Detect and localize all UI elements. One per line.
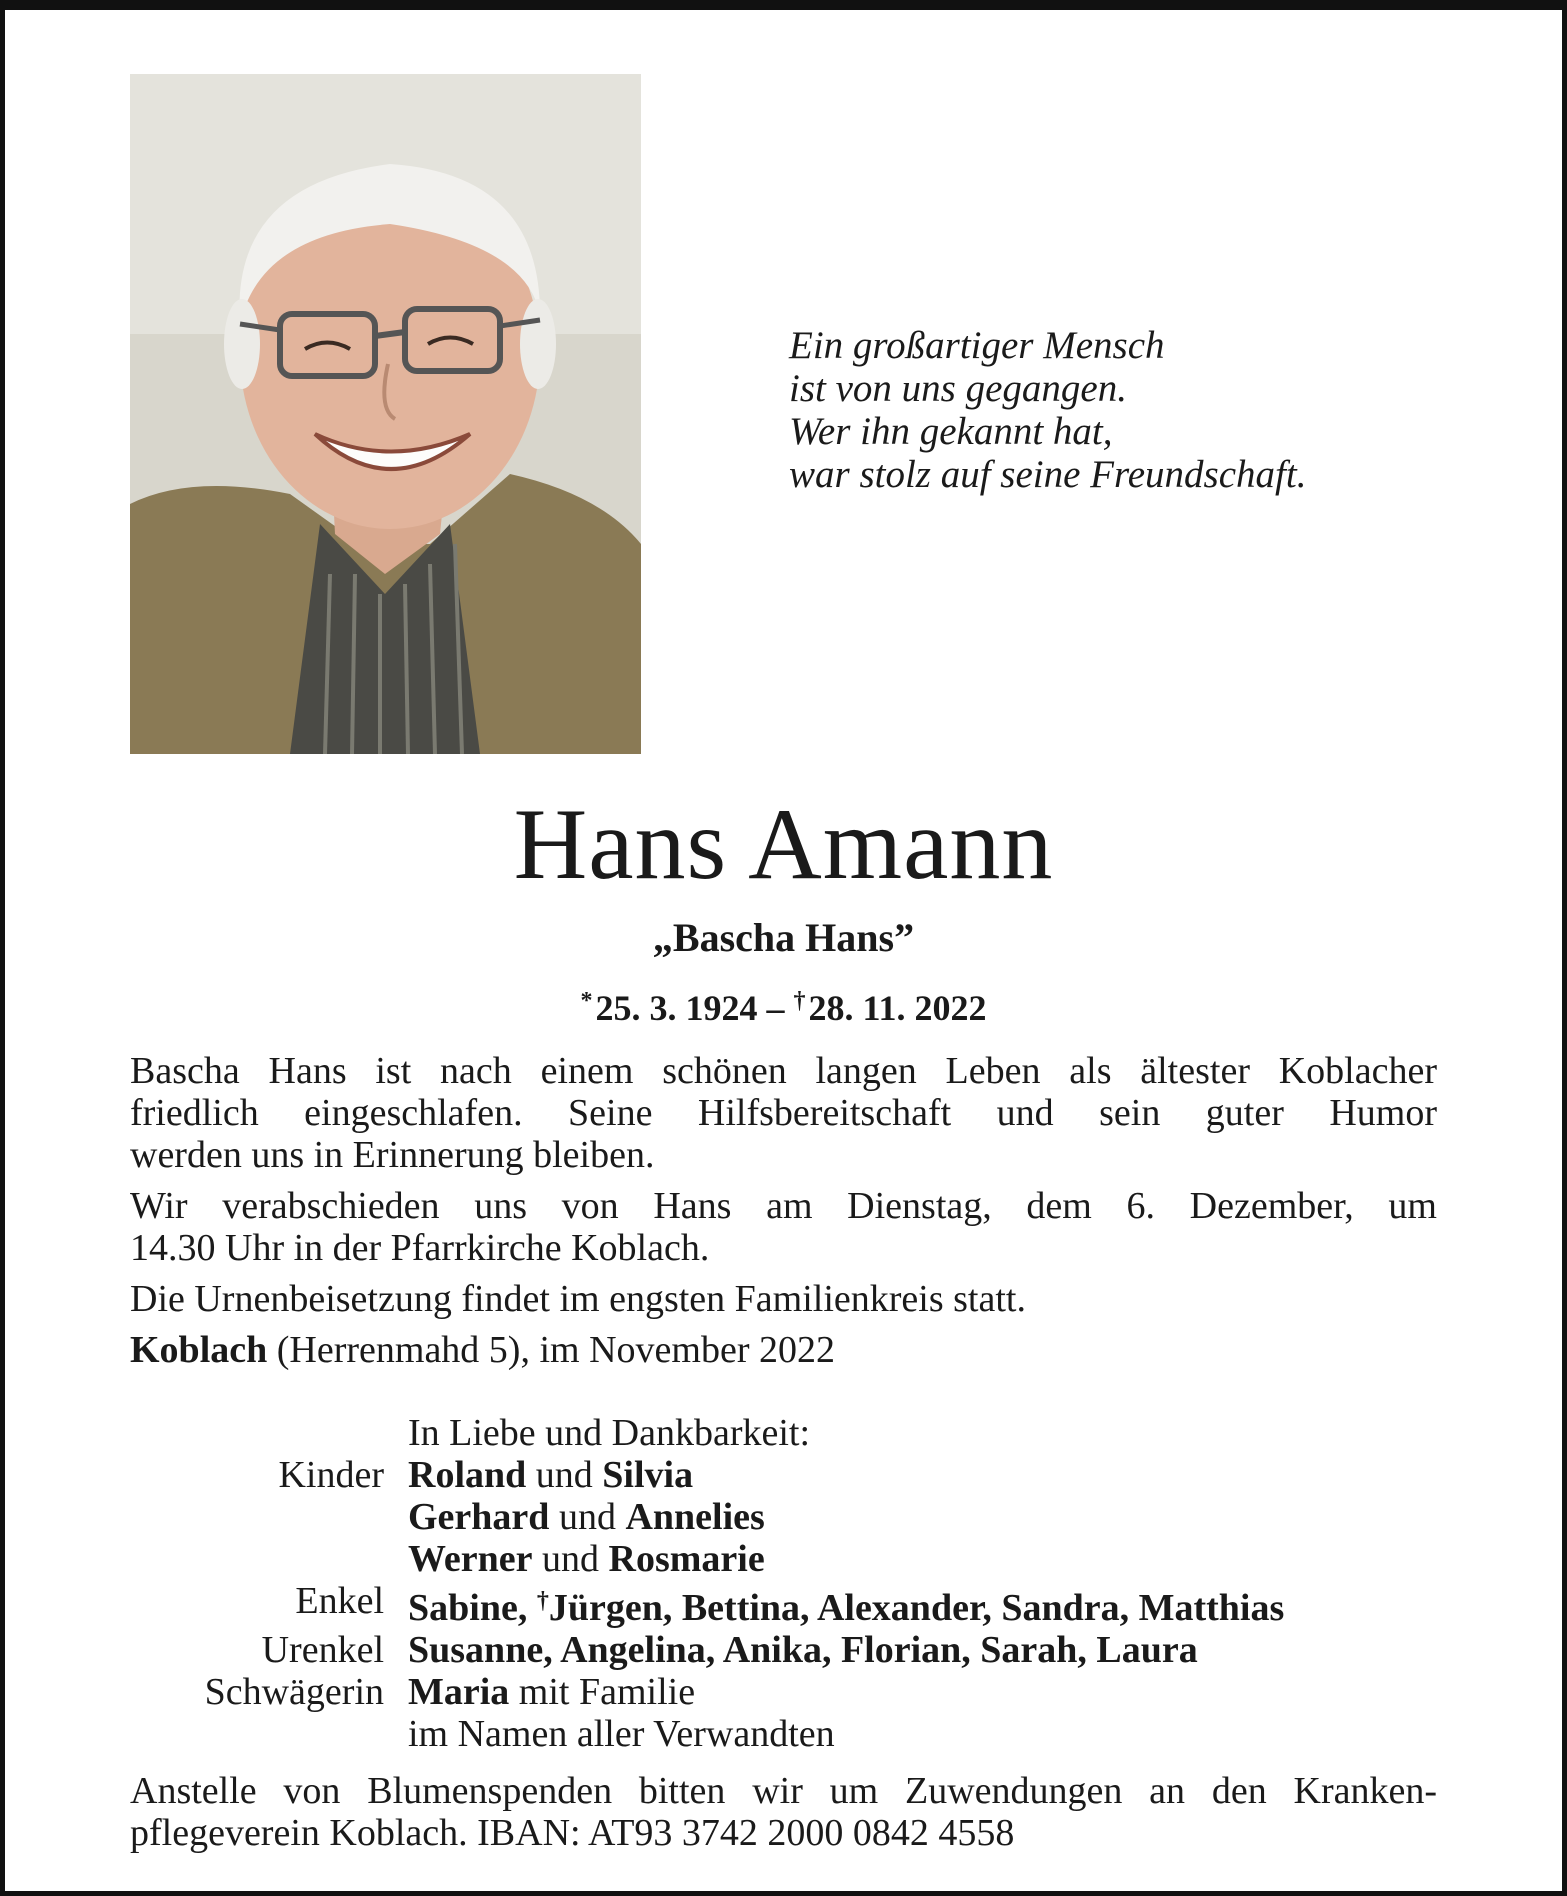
family-name: Werner (408, 1538, 533, 1580)
quote-line: ist von uns gegangen. (789, 367, 1127, 410)
text-line: Die Urnenbeisetzung findet im engsten Familienkreis statt. (130, 1278, 1026, 1320)
place-name: Koblach (130, 1329, 268, 1371)
death-symbol: † (793, 988, 806, 1014)
family-names: Jürgen, Bettina, Alexander, Sandra, Matthias (548, 1587, 1285, 1629)
text-line: pflegeverein Koblach. IBAN: AT93 3742 2000 0842 4558 (130, 1812, 1015, 1854)
quote-line: Ein großartiger Mensch (789, 324, 1165, 367)
deceased-name: Hans Amann (513, 788, 1054, 901)
family-row (130, 1454, 1437, 1496)
birth-symbol: * (580, 988, 593, 1014)
text-line: Bascha Hans ist nach einem schönen langen Leben als ältester Koblacher (130, 1050, 1437, 1092)
family-row (130, 1538, 1437, 1580)
announcement-text (130, 1050, 1437, 1371)
date-separator: – (766, 988, 785, 1028)
portrait-photo (130, 74, 641, 754)
relation-label: Enkel (295, 1580, 384, 1622)
relation-label: Kinder (278, 1454, 384, 1496)
conjunction: und (526, 1454, 603, 1496)
place-date-line (130, 1329, 1437, 1371)
text-line: Wir verabschieden uns von Hans am Dienstag, dem 6. Dezember, um (130, 1185, 1437, 1227)
text-line: werden uns in Erinnerung bleiben. (130, 1134, 655, 1176)
paragraph (130, 1185, 1437, 1269)
family-outro: im Namen aller Verwandten (408, 1713, 835, 1755)
family-row (130, 1671, 1437, 1713)
deceased-nickname: „Bascha Hans” (652, 915, 915, 960)
relation-label: Urenkel (261, 1629, 384, 1671)
address-date: (Herrenmahd 5), im November 2022 (267, 1329, 835, 1371)
family-row (130, 1580, 1437, 1629)
family-name: Rosmarie (608, 1538, 765, 1580)
conjunction: und (532, 1538, 609, 1580)
birth-date: 25. 3. 1924 (595, 988, 758, 1028)
relation-label: Schwägerin (204, 1671, 384, 1713)
family-row (130, 1496, 1437, 1538)
paragraph (130, 1278, 1437, 1320)
cross-symbol: † (536, 1588, 549, 1614)
family-names: Sabine, (408, 1587, 537, 1629)
donation-note (130, 1770, 1437, 1854)
family-intro: In Liebe und Dankbarkeit: (408, 1412, 811, 1454)
family-suffix: mit Familie (509, 1671, 696, 1713)
paragraph (130, 1050, 1437, 1176)
family-name: Roland (408, 1454, 527, 1496)
death-date: 28. 11. 2022 (808, 988, 987, 1028)
family-row (130, 1713, 1437, 1755)
text-line: 14.30 Uhr in der Pfarrkirche Koblach. (130, 1227, 710, 1269)
family-row (130, 1412, 1437, 1454)
family-name: Gerhard (408, 1496, 550, 1538)
family-row (130, 1629, 1437, 1671)
family-name: Annelies (625, 1496, 765, 1538)
text-line: Anstelle von Blumenspenden bitten wir um Zuwendungen an den Kranken- (130, 1770, 1437, 1812)
quote-line: war stolz auf seine Freundschaft. (789, 453, 1307, 496)
family-list (130, 1412, 1437, 1755)
conjunction: und (549, 1496, 626, 1538)
text-line: friedlich eingeschlafen. Seine Hilfsbereitschaft und sein guter Humor (130, 1092, 1437, 1134)
family-name: Maria (408, 1671, 510, 1713)
memorial-quote (789, 324, 1306, 496)
quote-line: Wer ihn gekannt hat, (789, 410, 1113, 453)
life-dates (0, 978, 1567, 1031)
family-names: Susanne, Angelina, Anika, Florian, Sarah, Laura (408, 1629, 1198, 1671)
family-name: Silvia (602, 1454, 694, 1496)
